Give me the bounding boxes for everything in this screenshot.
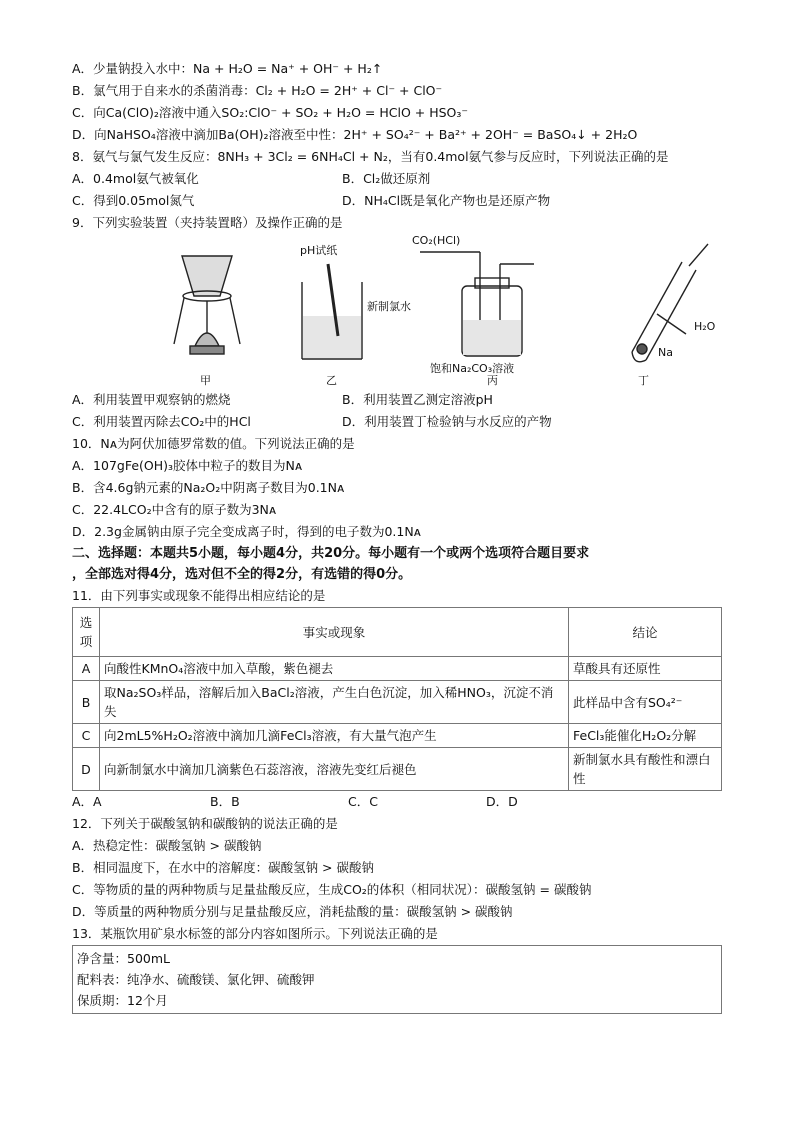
- q11-header-fact: 事实或现象: [100, 608, 569, 657]
- apparatus-bing-label: 丙: [487, 374, 498, 387]
- q9-option-b: B．利用装置乙测定溶液pH: [342, 392, 493, 407]
- q11-answer-a: A．A: [72, 794, 102, 809]
- q7-option-c: C．向Ca(ClO)₂溶液中通入SO₂:ClO⁻ + SO₂ + H₂O = HClO + HSO₃⁻: [72, 105, 468, 120]
- apparatus-ding-drawing: [632, 244, 708, 362]
- mineral-water-label-box: [72, 945, 722, 1014]
- q8-option-d: D．NH₄Cl既是氧化产物也是还原产物: [342, 193, 551, 208]
- q8-options-row2: [72, 190, 722, 212]
- q9-apparatus-figure: [162, 234, 722, 389]
- q11-answer-d: D．D: [486, 794, 518, 809]
- q12-option-d: D．等质量的两种物质分别与足量盐酸反应，消耗盐酸的量：碳酸氢钠 > 碳酸钠: [72, 904, 513, 919]
- apparatus-jia-drawing: [174, 256, 240, 354]
- label-net-content: 净含量：500mL: [77, 951, 170, 966]
- q9-option-c: C．利用装置丙除去CO₂中的HCl: [72, 414, 251, 429]
- apparatus-bing-drawing: [420, 252, 534, 356]
- chlorine-water-label: 新制氯水: [367, 300, 411, 313]
- table-row: [73, 657, 722, 681]
- q7-option-a: A．少量钠投入水中：Na + H₂O = Na⁺ + OH⁻ + H₂↑: [72, 61, 383, 76]
- q11-header-conclusion: 结论: [569, 608, 722, 657]
- exam-page: [72, 58, 722, 1014]
- apparatus-yi-label: 乙: [326, 374, 337, 387]
- ph-paper-label: pH试纸: [300, 244, 338, 257]
- q11-row-c-option: C: [73, 724, 100, 748]
- q11-row-d-option: D: [73, 748, 100, 791]
- label-shelf-life: 保质期：12个月: [77, 993, 168, 1008]
- q11-row-d-conclusion: 新制氯水具有酸性和漂白性: [569, 748, 722, 791]
- apparatus-jia-label: 甲: [200, 374, 211, 387]
- table-row: [73, 724, 722, 748]
- q11-answer-options: [72, 791, 722, 813]
- q11-stem: 11．由下列事实或现象不能得出相应结论的是: [72, 588, 326, 603]
- q11-row-a-conclusion: 草酸具有还原性: [569, 657, 722, 681]
- q11-row-a-fact: 向酸性KMnO₄溶液中加入草酸，紫色褪去: [100, 657, 569, 681]
- q12-stem: 12．下列关于碳酸氢钠和碳酸钠的说法正确的是: [72, 816, 338, 831]
- q8-options-row1: [72, 168, 722, 190]
- apparatus-yi-drawing: [302, 264, 362, 359]
- q11-row-a-option: A: [73, 657, 100, 681]
- q11-row-d-fact: 向新制氯水中滴加几滴紫色石蕊溶液，溶液先变红后褪色: [100, 748, 569, 791]
- q7-option-b: B．氯气用于自来水的杀菌消毒：Cl₂ + H₂O = 2H⁺ + Cl⁻ + ClO⁻: [72, 83, 443, 98]
- q10-option-b: B．含4.6g钠元素的Na₂O₂中阴离子数目为0.1Nᴀ: [72, 480, 345, 495]
- section-2-heading-line2: ，全部选对得4分，选对但不全的得2分，有选错的得0分。: [72, 567, 412, 582]
- q10-stem: 10．Nᴀ为阿伏加德罗常数的值。下列说法正确的是: [72, 436, 355, 451]
- q12-option-b: B．相同温度下，在水中的溶解度：碳酸氢钠 > 碳酸钠: [72, 860, 374, 875]
- q11-answer-c: C．C: [348, 794, 378, 809]
- q9-option-d: D．利用装置丁检验钠与水反应的产物: [342, 414, 552, 429]
- q7-option-d: D．向NaHSO₄溶液中滴加Ba(OH)₂溶液至中性：2H⁺ + SO₄²⁻ + Ba²⁺ + 2OH⁻ = BaSO₄↓ + 2H₂O: [72, 127, 638, 142]
- q9-options-row1: [72, 389, 722, 411]
- section-2-heading-line1: 二、选择题：本题共5小题，每小题4分，共20分。每小题有一个或两个选项符合题目要求: [72, 546, 590, 561]
- q13-stem: 13．某瓶饮用矿泉水标签的部分内容如图所示。下列说法正确的是: [72, 926, 438, 941]
- label-ingredients: 配料表：纯净水、硫酸镁、氯化钾、硫酸钾: [77, 972, 315, 987]
- q11-answer-b: B．B: [210, 794, 240, 809]
- q11-row-b-option: B: [73, 681, 100, 724]
- q8-option-a: A．0.4mol氨气被氧化: [72, 171, 199, 186]
- na2co3-solution-label: 饱和Na₂CO₃溶液: [430, 362, 515, 375]
- q9-options-row2: [72, 411, 722, 433]
- na-label: Na: [658, 346, 673, 359]
- q8-stem: 8．氨气与氯气发生反应：8NH₃ + 3Cl₂ = 6NH₄Cl + N₂，当有0.4mol氨气参与反应时，下列说法正确的是: [72, 149, 669, 164]
- apparatus-ding-label: 丁: [638, 374, 649, 387]
- table-row: [73, 681, 722, 724]
- q10-option-d: D．2.3g金属钠由原子完全变成离子时，得到的电子数为0.1Nᴀ: [72, 524, 422, 539]
- table-row: [73, 748, 722, 791]
- q11-table: [72, 607, 722, 791]
- q11-row-b-conclusion: 此样品中含有SO₄²⁻: [569, 681, 722, 724]
- q9-option-a: A．利用装置甲观察钠的燃烧: [72, 392, 231, 407]
- q9-stem: 9．下列实验装置（夹持装置略）及操作正确的是: [72, 215, 343, 230]
- q8-option-b: B．Cl₂做还原剂: [342, 171, 431, 186]
- q11-row-b-fact: 取Na₂SO₃样品，溶解后加入BaCl₂溶液，产生白色沉淀，加入稀HNO₃，沉淀不消失: [100, 681, 569, 724]
- co2-hcl-label: CO₂(HCl): [412, 234, 461, 247]
- q11-header-option: 选项: [73, 608, 100, 657]
- q11-header-row: [73, 608, 722, 657]
- q11-row-c-fact: 向2mL5%H₂O₂溶液中滴加几滴FeCl₃溶液，有大量气泡产生: [100, 724, 569, 748]
- q10-option-c: C．22.4LCO₂中含有的原子数为3Nᴀ: [72, 502, 277, 517]
- q11-row-c-conclusion: FeCl₃能催化H₂O₂分解: [569, 724, 722, 748]
- q12-option-c: C．等物质的量的两种物质与足量盐酸反应，生成CO₂的体积（相同状况）：碳酸氢钠 = 碳酸钠: [72, 882, 592, 897]
- q10-option-a: A．107gFe(OH)₃胶体中粒子的数目为Nᴀ: [72, 458, 303, 473]
- h2o-label: H₂O: [694, 320, 716, 333]
- q8-option-c: C．得到0.05mol氮气: [72, 193, 195, 208]
- q12-option-a: A．热稳定性：碳酸氢钠 > 碳酸钠: [72, 838, 262, 853]
